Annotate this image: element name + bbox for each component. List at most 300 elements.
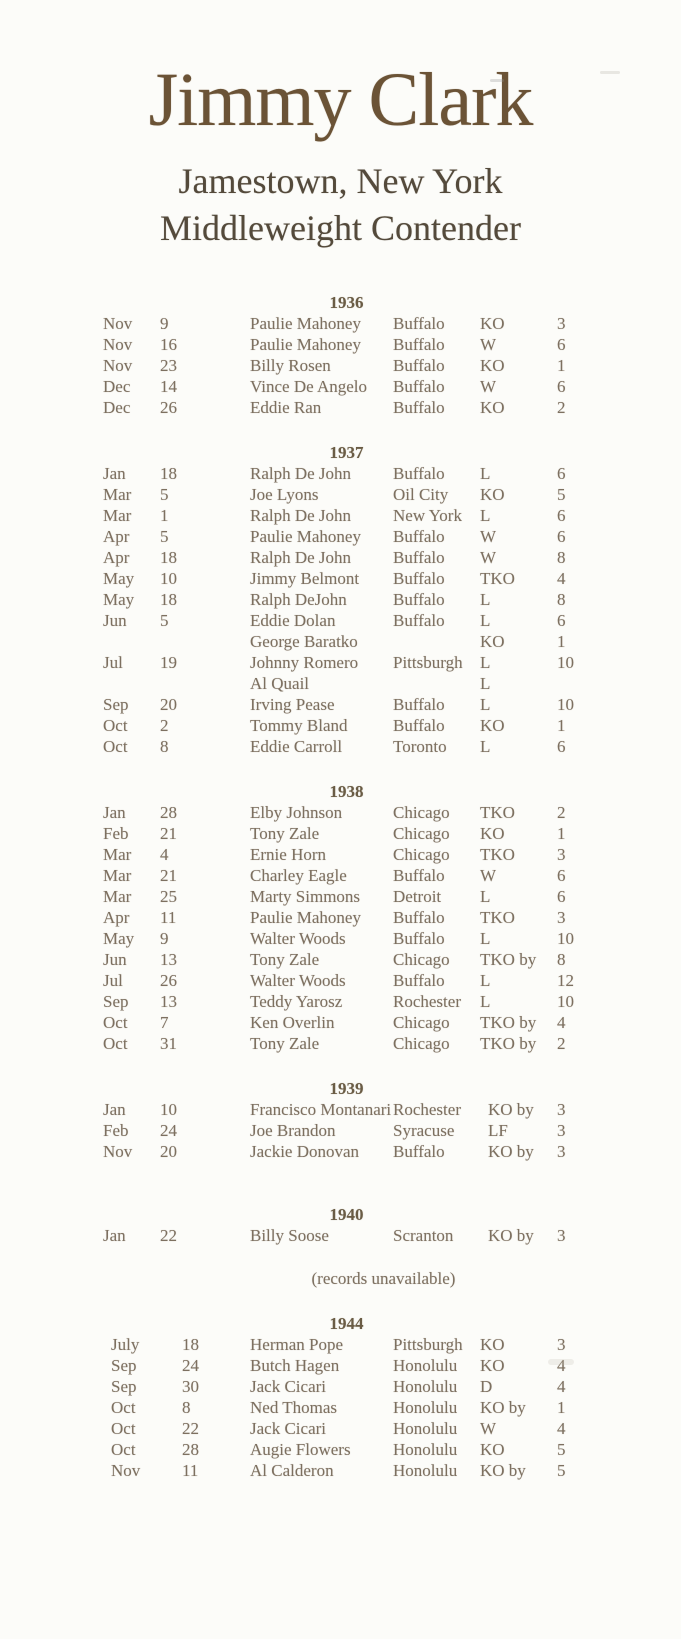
fight-result: KO xyxy=(480,1335,505,1354)
fight-day: 8 xyxy=(182,1398,191,1417)
fight-rounds: 6 xyxy=(557,887,566,906)
fight-month: Oct xyxy=(111,1398,136,1417)
fight-result: W xyxy=(480,377,497,396)
fight-rounds: 5 xyxy=(557,485,566,504)
fight-day: 10 xyxy=(160,1100,177,1119)
scan-artifact xyxy=(600,71,620,74)
fight-result: KO xyxy=(480,314,505,333)
fight-row xyxy=(103,631,590,652)
fight-rounds: 6 xyxy=(557,506,566,525)
fight-month: Feb xyxy=(103,824,129,843)
fight-rounds: 1 xyxy=(557,1398,566,1417)
fight-result: TKO xyxy=(480,803,515,822)
fight-month: Nov xyxy=(111,1461,141,1480)
record-section-1940 xyxy=(0,1204,681,1246)
fight-month: Mar xyxy=(103,845,132,864)
fight-day: 24 xyxy=(182,1356,199,1375)
fight-result: L xyxy=(480,506,491,525)
fight-city: Buffalo xyxy=(393,611,445,630)
fight-month: May xyxy=(103,929,135,948)
fight-month: Oct xyxy=(103,1013,128,1032)
fight-opponent: Walter Woods xyxy=(250,929,346,948)
fight-opponent: Ralph De John xyxy=(250,464,352,483)
fight-result: W xyxy=(480,548,497,567)
page-title: Jimmy Clark xyxy=(148,58,533,142)
fight-city: Toronto xyxy=(393,737,447,756)
fight-month: Mar xyxy=(103,887,132,906)
fight-opponent: Ralph De John xyxy=(250,506,352,525)
fight-result: L xyxy=(480,464,491,483)
fight-rounds: 1 xyxy=(557,632,566,651)
fight-result: KO xyxy=(480,356,505,375)
fight-day: 5 xyxy=(160,527,169,546)
fight-result: KO by xyxy=(488,1226,534,1245)
fight-row xyxy=(103,568,590,589)
fight-city: Chicago xyxy=(393,845,450,864)
fight-day: 23 xyxy=(160,356,177,375)
fight-city: Buffalo xyxy=(393,1142,445,1161)
fight-day: 21 xyxy=(160,824,177,843)
fight-rounds: 12 xyxy=(557,971,574,990)
fight-rounds: 2 xyxy=(557,1034,566,1053)
page-subtitle xyxy=(0,158,681,252)
fight-result: TKO xyxy=(480,845,515,864)
fight-month: Oct xyxy=(111,1440,136,1459)
fight-opponent: Ken Overlin xyxy=(250,1013,335,1032)
fight-opponent: Vince De Angelo xyxy=(250,377,367,396)
fight-month: Jun xyxy=(103,611,127,630)
fight-city: Buffalo xyxy=(393,377,445,396)
fight-city: Buffalo xyxy=(393,908,445,927)
fight-month: Oct xyxy=(111,1419,136,1438)
fight-result: KO xyxy=(480,632,505,651)
fight-rounds xyxy=(557,673,590,694)
fight-rounds: 6 xyxy=(557,866,566,885)
fight-day: 13 xyxy=(160,950,177,969)
fight-row xyxy=(103,970,590,991)
fight-day: 16 xyxy=(160,335,177,354)
fight-city: Buffalo xyxy=(393,548,445,567)
fight-row xyxy=(103,1397,590,1418)
fight-month xyxy=(103,673,160,694)
fight-city: Honolulu xyxy=(393,1377,458,1396)
fight-city: Chicago xyxy=(393,824,450,843)
fight-day: 18 xyxy=(160,590,177,609)
fight-row xyxy=(103,1418,590,1439)
fight-result: L xyxy=(480,929,491,948)
fight-row xyxy=(103,991,590,1012)
fight-month: Oct xyxy=(103,716,128,735)
fight-result: W xyxy=(480,866,497,885)
fight-row xyxy=(103,547,590,568)
fight-day: 4 xyxy=(160,845,169,864)
fight-city: Buffalo xyxy=(393,356,445,375)
fight-opponent: Tommy Bland xyxy=(250,716,348,735)
fight-day: 30 xyxy=(182,1377,199,1396)
record-section-1937 xyxy=(0,442,681,757)
fight-row xyxy=(103,526,590,547)
subtitle-hometown: Jamestown, New York xyxy=(178,161,503,201)
fight-city: Buffalo xyxy=(393,695,445,714)
fight-opponent: Paulie Mahoney xyxy=(250,314,361,333)
fight-opponent: Ernie Horn xyxy=(250,845,327,864)
fight-day xyxy=(160,673,250,694)
fight-result: L xyxy=(480,674,491,693)
fight-result: LF xyxy=(488,1121,508,1140)
fight-month: Mar xyxy=(103,866,132,885)
fight-rounds: 8 xyxy=(557,548,566,567)
fight-month: Apr xyxy=(103,908,130,927)
fight-day: 28 xyxy=(160,803,177,822)
fight-month: Jun xyxy=(103,950,127,969)
fight-result: TKO by xyxy=(480,1034,537,1053)
fight-month: Dec xyxy=(103,377,131,396)
fight-row xyxy=(103,865,590,886)
fight-result: KO by xyxy=(480,1398,526,1417)
fight-result: KO xyxy=(480,1440,505,1459)
fight-day: 25 xyxy=(160,887,177,906)
fight-row xyxy=(103,463,590,484)
fight-result: L xyxy=(480,992,491,1011)
records-unavailable-note: (records unavailable) xyxy=(311,1269,456,1288)
fight-opponent: Jackie Donovan xyxy=(250,1142,360,1161)
fight-city: Pittsburgh xyxy=(393,653,463,672)
scan-artifact xyxy=(490,79,504,82)
fight-opponent: Johnny Romero xyxy=(250,653,359,672)
fight-opponent: Joe Brandon xyxy=(250,1121,336,1140)
fight-day: 13 xyxy=(160,992,177,1011)
fight-row xyxy=(103,694,590,715)
fight-result: L xyxy=(480,737,491,756)
fight-month: Sep xyxy=(103,695,129,714)
fight-city: Chicago xyxy=(393,950,450,969)
fight-city: Buffalo xyxy=(393,929,445,948)
fight-city: Honolulu xyxy=(393,1398,458,1417)
fight-city: Chicago xyxy=(393,1034,450,1053)
fight-month: Mar xyxy=(103,485,132,504)
fight-row xyxy=(103,715,590,736)
fight-city: Buffalo xyxy=(393,569,445,588)
fight-day: 11 xyxy=(182,1461,199,1480)
fight-rounds: 3 xyxy=(557,845,566,864)
fight-day: 7 xyxy=(160,1013,169,1032)
fight-opponent: Tony Zale xyxy=(250,1034,320,1053)
fight-rounds: 3 xyxy=(557,1226,566,1245)
fight-row xyxy=(103,886,590,907)
fight-row xyxy=(103,1376,590,1397)
fight-rounds: 2 xyxy=(557,803,566,822)
fight-rounds: 8 xyxy=(557,590,566,609)
fight-city: Chicago xyxy=(393,803,450,822)
fight-opponent: Tony Zale xyxy=(250,824,320,843)
fight-month: May xyxy=(103,569,135,588)
fight-city: Buffalo xyxy=(393,590,445,609)
fight-city: Buffalo xyxy=(393,335,445,354)
year-heading: 1937 xyxy=(329,443,364,462)
fight-rounds: 6 xyxy=(557,527,566,546)
fight-city: Buffalo xyxy=(393,971,445,990)
fight-opponent: Marty Simmons xyxy=(250,887,361,906)
fight-result: TKO by xyxy=(480,1013,537,1032)
fight-month: Jan xyxy=(103,1100,126,1119)
fight-day: 2 xyxy=(160,716,169,735)
fight-opponent: Paulie Mahoney xyxy=(250,908,361,927)
fight-opponent: Eddie Carroll xyxy=(250,737,343,756)
fight-day: 10 xyxy=(160,569,177,588)
fight-day: 31 xyxy=(160,1034,177,1053)
fight-day: 20 xyxy=(160,695,177,714)
fight-city: Oil City xyxy=(393,485,449,504)
fight-row xyxy=(103,334,590,355)
fight-city: Honolulu xyxy=(393,1419,458,1438)
fight-rounds: 2 xyxy=(557,398,566,417)
fight-rounds: 4 xyxy=(557,1377,566,1396)
fight-result: L xyxy=(480,695,491,714)
fight-month: Jan xyxy=(103,1226,126,1245)
fight-row xyxy=(103,949,590,970)
fight-rounds: 5 xyxy=(557,1461,566,1480)
fight-result: KO xyxy=(480,1356,505,1375)
fight-day: 26 xyxy=(160,398,177,417)
fight-opponent: Augie Flowers xyxy=(250,1440,351,1459)
fight-city: Rochester xyxy=(393,992,461,1011)
fight-rounds: 10 xyxy=(557,992,574,1011)
fight-city: Honolulu xyxy=(393,1461,458,1480)
year-heading: 1940 xyxy=(329,1205,364,1224)
fight-rounds: 1 xyxy=(557,824,566,843)
fight-city: Detroit xyxy=(393,887,442,906)
fight-rounds: 10 xyxy=(557,653,574,672)
fight-row xyxy=(103,1012,590,1033)
record-section-1939 xyxy=(0,1078,681,1162)
fight-result: W xyxy=(480,335,497,354)
fight-row xyxy=(103,355,590,376)
fight-day: 21 xyxy=(160,866,177,885)
fight-month: Apr xyxy=(103,548,130,567)
fight-month: Jul xyxy=(103,971,123,990)
fight-month: Jan xyxy=(103,803,126,822)
fight-rounds: 10 xyxy=(557,929,574,948)
fight-opponent: Eddie Ran xyxy=(250,398,322,417)
fight-opponent: Paulie Mahoney xyxy=(250,527,361,546)
fight-day: 1 xyxy=(160,506,169,525)
fight-city: Buffalo xyxy=(393,464,445,483)
fight-month: Oct xyxy=(103,1034,128,1053)
fight-rounds: 5 xyxy=(557,1440,566,1459)
fight-city: Pittsburgh xyxy=(393,1335,463,1354)
fight-row xyxy=(103,1099,590,1120)
fight-city: Honolulu xyxy=(393,1440,458,1459)
fight-rounds: 8 xyxy=(557,950,566,969)
fight-city: Chicago xyxy=(393,1013,450,1032)
scanned-record-page xyxy=(0,58,681,1639)
fight-month: Sep xyxy=(111,1356,137,1375)
record-section-1938 xyxy=(0,781,681,1054)
fight-opponent: Jimmy Belmont xyxy=(250,569,360,588)
fight-day: 22 xyxy=(182,1419,199,1438)
fight-city: Buffalo xyxy=(393,398,445,417)
fight-result: L xyxy=(480,611,491,630)
record-section-1944 xyxy=(0,1313,681,1481)
fight-month: Nov xyxy=(103,356,133,375)
fight-row xyxy=(103,484,590,505)
fight-opponent: Ralph De John xyxy=(250,548,352,567)
fight-opponent: Butch Hagen xyxy=(250,1356,340,1375)
fight-rounds: 6 xyxy=(557,335,566,354)
fight-opponent: Francisco Montanari xyxy=(250,1100,392,1119)
fight-day: 18 xyxy=(160,548,177,567)
fight-opponent: Walter Woods xyxy=(250,971,346,990)
fight-rounds: 1 xyxy=(557,716,566,735)
fight-day: 5 xyxy=(160,611,169,630)
fight-opponent: Billy Rosen xyxy=(250,356,331,375)
fight-result: TKO xyxy=(480,569,515,588)
fight-result: TKO by xyxy=(480,950,537,969)
fight-day: 8 xyxy=(160,737,169,756)
fight-result: W xyxy=(480,1419,497,1438)
fight-opponent: Al Quail xyxy=(250,674,310,693)
fight-opponent: Billy Soose xyxy=(250,1226,329,1245)
fight-rounds: 3 xyxy=(557,1335,566,1354)
fight-rounds: 3 xyxy=(557,314,566,333)
fight-result: L xyxy=(480,971,491,990)
fight-month: Nov xyxy=(103,314,133,333)
fight-row xyxy=(103,1460,590,1481)
fight-opponent: Eddie Dolan xyxy=(250,611,336,630)
fight-city: Buffalo xyxy=(393,527,445,546)
fight-result: KO xyxy=(480,824,505,843)
fight-rounds: 4 xyxy=(557,1013,566,1032)
fight-opponent: Ralph DeJohn xyxy=(250,590,347,609)
fight-row xyxy=(103,1355,590,1376)
fight-result: L xyxy=(480,653,491,672)
fight-day: 20 xyxy=(160,1142,177,1161)
fight-rounds: 6 xyxy=(557,464,566,483)
fight-opponent: Herman Pope xyxy=(250,1335,344,1354)
fight-row xyxy=(103,928,590,949)
fight-rounds: 3 xyxy=(557,1121,566,1140)
year-heading: 1938 xyxy=(329,782,364,801)
fight-city xyxy=(393,673,480,694)
subtitle-division: Middleweight Contender xyxy=(160,208,521,248)
fight-month: Feb xyxy=(103,1121,129,1140)
fight-row xyxy=(103,652,590,673)
fight-result: KO by xyxy=(488,1100,534,1119)
fight-day: 24 xyxy=(160,1121,177,1140)
fight-month: Mar xyxy=(103,506,132,525)
fight-row xyxy=(103,802,590,823)
fight-opponent: Elby Johnson xyxy=(250,803,343,822)
fight-opponent: Paulie Mahoney xyxy=(250,335,361,354)
fight-result: TKO xyxy=(480,908,515,927)
fight-row xyxy=(103,1439,590,1460)
fight-result: KO xyxy=(480,398,505,417)
fight-rounds: 3 xyxy=(557,1142,566,1161)
fight-rounds: 3 xyxy=(557,908,566,927)
fight-month: Oct xyxy=(103,737,128,756)
fight-rounds: 3 xyxy=(557,1100,566,1119)
fight-day: 26 xyxy=(160,971,177,990)
fight-rounds: 6 xyxy=(557,737,566,756)
fight-month: Sep xyxy=(111,1377,137,1396)
fight-row xyxy=(103,736,590,757)
fight-day: 28 xyxy=(182,1440,199,1459)
fight-result: W xyxy=(480,527,497,546)
fight-row xyxy=(103,673,590,694)
year-heading: 1944 xyxy=(329,1314,364,1333)
fight-month: July xyxy=(111,1335,140,1354)
fight-day: 14 xyxy=(160,377,177,396)
fight-rounds: 4 xyxy=(557,1356,566,1375)
fight-row xyxy=(103,1334,590,1355)
fight-day: 9 xyxy=(160,929,169,948)
fight-opponent: Charley Eagle xyxy=(250,866,347,885)
fight-row xyxy=(103,907,590,928)
fight-result: KO xyxy=(480,716,505,735)
fight-city: New York xyxy=(393,506,462,525)
fight-result: D xyxy=(480,1377,493,1396)
fight-opponent: Joe Lyons xyxy=(250,485,319,504)
fight-day: 18 xyxy=(160,464,177,483)
fight-city: Honolulu xyxy=(393,1356,458,1375)
fight-row xyxy=(103,1120,590,1141)
fight-city: Syracuse xyxy=(393,1121,455,1140)
fight-city: Rochester xyxy=(393,1100,461,1119)
fight-month: May xyxy=(103,590,135,609)
fight-row xyxy=(103,823,590,844)
fight-result: L xyxy=(480,590,491,609)
year-heading: 1936 xyxy=(329,293,364,312)
fight-opponent: George Baratko xyxy=(250,632,358,651)
fight-row xyxy=(103,844,590,865)
fight-row xyxy=(103,505,590,526)
fight-day xyxy=(160,631,250,652)
fight-result: KO by xyxy=(480,1461,526,1480)
fight-row xyxy=(103,610,590,631)
fight-rounds: 4 xyxy=(557,569,566,588)
fight-day: 11 xyxy=(160,908,177,927)
fight-opponent: Al Calderon xyxy=(250,1461,334,1480)
fight-day: 9 xyxy=(160,314,169,333)
record-section-1936 xyxy=(0,292,681,418)
fight-month xyxy=(103,631,160,652)
scan-artifact xyxy=(548,1359,574,1365)
fight-rounds: 10 xyxy=(557,695,574,714)
fight-result: KO xyxy=(480,485,505,504)
fight-result: KO by xyxy=(488,1142,534,1161)
fight-record xyxy=(0,292,681,1481)
fight-city: Scranton xyxy=(393,1226,454,1245)
fight-city: Buffalo xyxy=(393,866,445,885)
fight-row xyxy=(103,1033,590,1054)
fight-opponent: Jack Cicari xyxy=(250,1419,326,1438)
fight-city: Buffalo xyxy=(393,716,445,735)
fight-row xyxy=(103,1225,590,1246)
fight-row xyxy=(103,376,590,397)
fight-opponent: Ned Thomas xyxy=(250,1398,338,1417)
fight-rounds: 6 xyxy=(557,377,566,396)
fight-month: Apr xyxy=(103,527,130,546)
fight-opponent: Tony Zale xyxy=(250,950,320,969)
fight-month: Dec xyxy=(103,398,131,417)
fight-city: Buffalo xyxy=(393,314,445,333)
fight-day: 19 xyxy=(160,653,177,672)
fight-result: L xyxy=(480,887,491,906)
fight-row xyxy=(103,313,590,334)
fight-city xyxy=(393,631,480,652)
year-heading: 1939 xyxy=(329,1079,364,1098)
fight-rounds: 6 xyxy=(557,611,566,630)
